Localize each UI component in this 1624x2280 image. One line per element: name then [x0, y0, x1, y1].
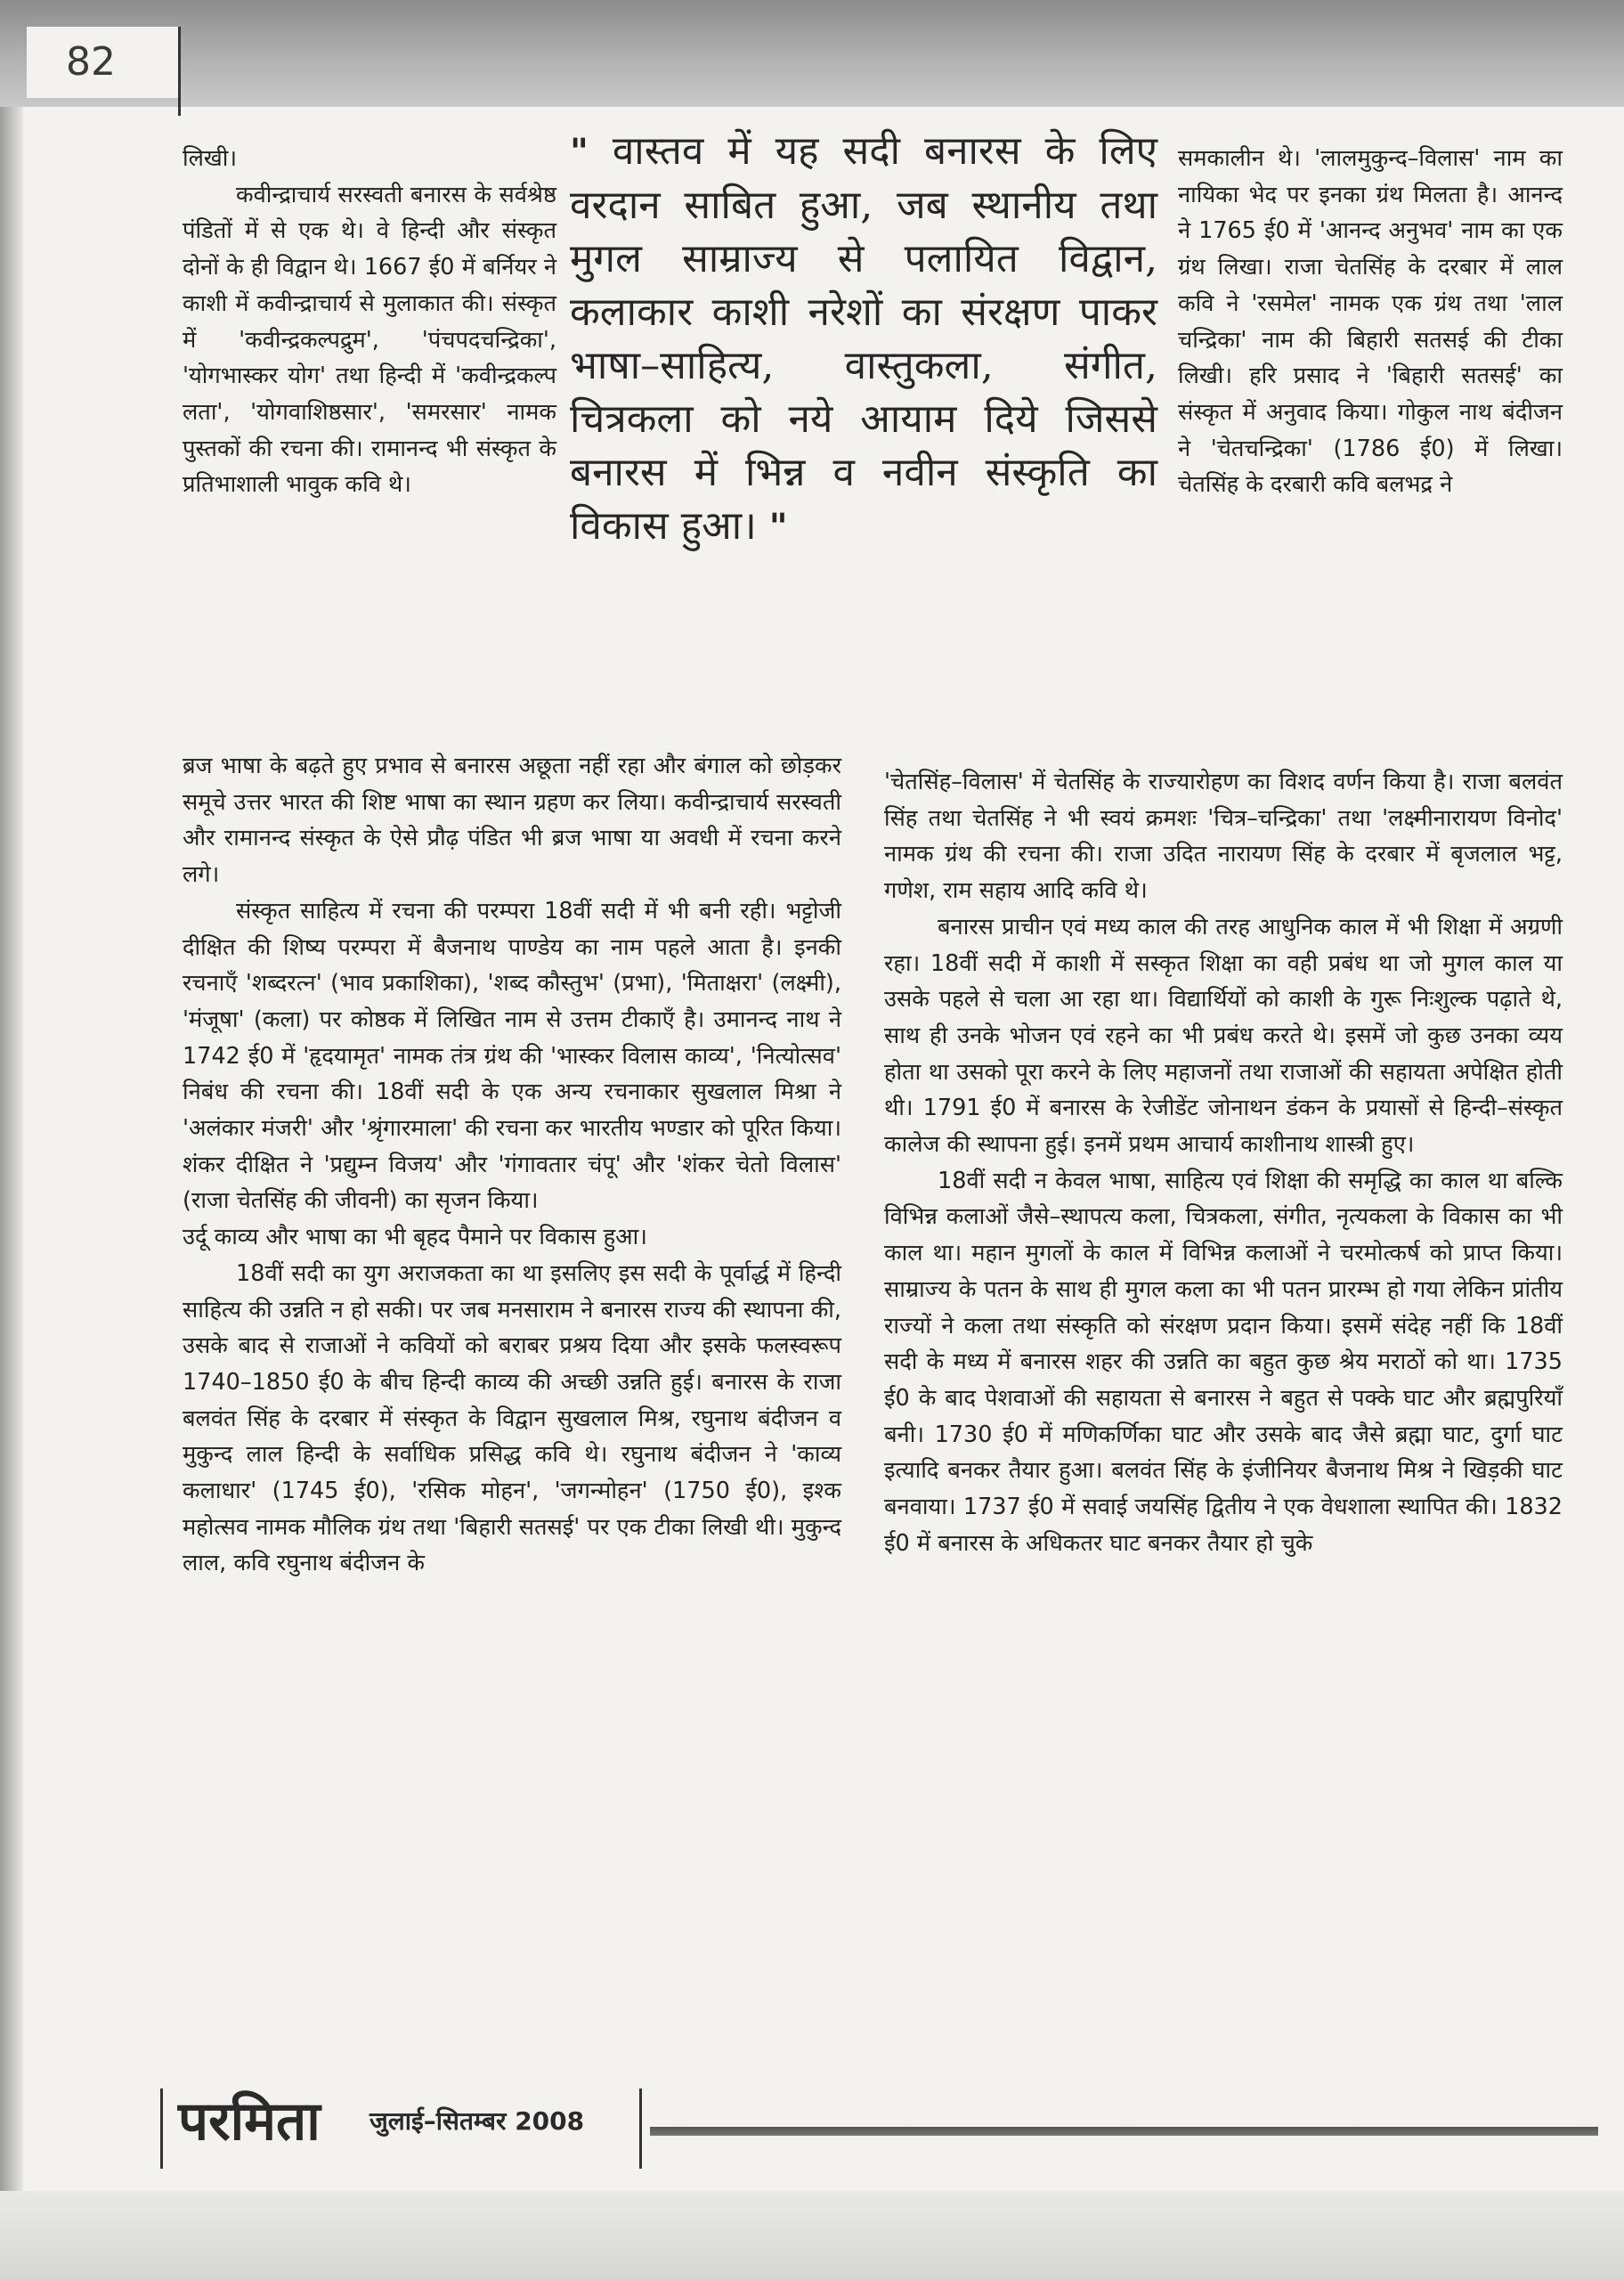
paragraph: समकालीन थे। 'लालमुकुन्द–विलास' नाम का नायिका भेद पर इनका ग्रंथ मिलता है। आनन्द ने 1765 ई0 में 'आनन्द अनुभव' नाम का एक ग्रंथ लिखा। राजा चेतसिंह के दरबार में लाल कवि ने 'रसमेल' नामक एक ग्रंथ तथा 'लाल चन्द्रिका' नाम की बिहारी सतसई की टीका लिखी। हरि प्रसाद ने 'बिहारी सतसई' का संस्कृत में अनुवाद किया। गोकुल नाथ बंदीजन ने 'चेतचन्द्रिका' (1786 ई0) में लिखा। चेतसिंह के दरबारी कवि बलभद्र ने — [1178, 145, 1563, 499]
paragraph: कवीन्द्राचार्य सरस्वती बनारस के सर्वश्रेष्ठ पंडितों में से एक थे। वे हिन्दी और संस्कृत दोनों के ही विद्वान थे। 1667 ई0 में बर्नियर ने काशी में कवीन्द्राचार्य से मुलाकात की। संस्कृत में 'कवीन्द्रकल्पद्रुम', 'पंचपदचन्द्रिका', 'योगभास्कर योग' तथा हिन्दी में 'कवीन्द्रकल्प लता', 'योगवाशिष्ठसार', 'समरसार' नामक पुस्तकों की रचना की। रामानन्द भी संस्कृत के प्रतिभाशाली भावुक कवि थे। — [183, 181, 556, 499]
page-number: 82 — [66, 39, 116, 85]
pull-quote — [570, 125, 1157, 554]
paragraph: ब्रज भाषा के बढ़ते हुए प्रभाव से बनारस अछूता नहीं रहा और बंगाल को छोड़कर समूचे उत्तर भारत की शिष्ट भाषा का स्थान ग्रहण कर लिया। कवीन्द्राचार्य सरस्वती और रामानन्द संस्कृत के ऐसे प्रौढ़ पंडित भी ब्रज भाषा या अवधी में रचना करने लगे। — [183, 753, 841, 889]
issue-date: जुलाई–सितम्बर 2008 — [369, 2106, 585, 2136]
right-column — [884, 764, 1563, 1561]
header-bar — [0, 0, 1624, 107]
header-divider — [178, 27, 181, 116]
paragraph: उर्दू काव्य और भाषा का भी बृहद पैमाने पर विकास हुआ। — [183, 1224, 647, 1251]
close-quote-mark: " — [768, 506, 788, 548]
left-column-narrow — [183, 141, 556, 503]
paragraph: 'चेतसिंह–विलास' में चेतसिंह के राज्यारोहण का विशद वर्णन किया है। राजा बलवंत सिंह तथा चेतसिंह ने भी स्वयं क्रमशः 'चित्र–चन्द्रिका' तथा 'लक्ष्मीनारायण विनोद' नामक ग्रंथ की रचना की। राजा उदित नारायण सिंह के दरबार में बृजलाल भट्ट, गणेश, राम सहाय आदि कवि थे। — [884, 769, 1563, 905]
footer-divider-left — [160, 2089, 163, 2169]
paragraph: बनारस प्राचीन एवं मध्य काल की तरह आधुनिक काल में भी शिक्षा में अग्रणी रहा। 18वीं सदी में काशी में सस्कृत शिक्षा का वही प्रबंध था जो मुगल काल या उसके पहले से चला आ रहा था। विद्यार्थियों को काशी के गुरू निःशुल्क पढ़ाते थे, साथ ही उनके भोजन एवं रहने का भी प्रबंध करते थे। इसमें जो कुछ उनका व्यय होता था उसको पूरा करने के लिए महाजनों तथा राजाओं की सहायता अपेक्षित होती थी। 1791 ई0 में बनारस के रेजीडेंट जोनाथन डंकन के प्रयासों से हिन्दी–संस्कृत कालेज की स्थापना हुई। इनमें प्रथम आचार्य काशीनाथ शास्त्री हुए। — [884, 913, 1563, 1159]
paragraph: 18वीं सदी का युग अराजकता का था इसलिए इस सदी के पूर्वार्द्ध में हिन्दी साहित्य की उन्नति न हो सकी। पर जब मनसाराम ने बनारस राज्य की स्थापना की, उसके बाद से राजाओं ने कवियों को बराबर प्रश्रय दिया और इसके फलस्वरूप 1740–1850 ई0 के बीच हिन्दी काव्य की अच्छी उन्नति हुई। बनारस के राजा बलवंत सिंह के दरबार में संस्कृत के विद्वान सुखलाल मिश्र, रघुनाथ बंदीजन व मुकुन्द लाल हिन्दी के सर्वाधिक प्रसिद्ध कवि थे। रघुनाथ बंदीजन ने 'काव्य कलाधार' (1745 ई0), 'रसिक मोहन', 'जगन्मोहन' (1750 ई0), इश्क महोत्सव नामक मौलिक ग्रंथ तथा 'बिहारी सतसई' पर एक टीका लिखी थी। मुकुन्द लाल, कवि रघुनाथ बंदीजन के — [183, 1259, 841, 1577]
paragraph: संस्कृत साहित्य में रचना की परम्परा 18वीं सदी में भी बनी रही। भट्टोजी दीक्षित की शिष्य परम्परा में बैजनाथ पाण्डेय का नाम पहले आता है। इनकी रचनाएँ 'शब्दरत्न' (भाव प्रकाशिका), 'शब्द कौस्तुभ' (प्रभा), 'मिताक्षरा' (लक्ष्मी), 'मंजूषा' (कला) पर कोष्ठक में लिखित नाम से उत्तम टीकाएँ है। उमानन्द नाथ ने 1742 ई0 में 'हृदयामृत' नामक तंत्र ग्रंथ की 'भास्कर विलास काव्य', 'नित्योत्सव' निबंध की रचना की। 18वीं सदी के एक अन्य रचनाकार सुखलाल मिश्रा ने 'अलंकार मंजरी' और 'श्रृंगारमाला' की रचना कर भारतीय भण्डार को पूरित किया। शंकर दीक्षित ने 'प्रद्युम्न विजय' और 'गंगावतार चंपू' और 'शंकर चेतो विलास' (राजा चेतसिंह की जीवनी) का सृजन किया। — [183, 897, 841, 1215]
bottom-margin — [0, 2191, 1624, 2280]
magazine-name: परमिता — [178, 2090, 321, 2153]
right-column-narrow — [1178, 141, 1563, 503]
paragraph: लिखी। — [183, 145, 238, 172]
left-column — [183, 748, 841, 1582]
paragraph: 18वीं सदी न केवल भाषा, साहित्य एवं शिक्षा की समृद्धि का काल था बल्कि विभिन्न कलाओं जैसे–स्थापत्य कला, चित्रकला, संगीत, नृत्यकला के विकास का भी काल था। महान मुगलों के काल में विभिन्न कलाओं ने चरमोत्कर्ष को प्राप्त किया। साम्राज्य के पतन के साथ ही मुगल कला का भी पतन प्रारम्भ हो गया लेकिन प्रांतीय राज्यों ने कला तथा संस्कृति को संरक्षण प्रदान किया। इसमें संदेह नहीं कि 18वीं सदी के मध्य में बनारस शहर की उन्नति का बहुत कुछ श्रेय मराठों को था। 1735 ई0 के बाद पेशवाओं की सहायता से बनारस ने बहुत से पक्के घाट और ब्रह्मपुरियाँ बनी। 1730 ई0 में मणिकर्णिका घाट और उसके बाद जैसे ब्रह्मा घाट, दुर्गा घाट इत्यादि बनकर तैयार हुआ। बलवंत सिंह के इंजीनियर बैजनाथ मिश्र ने खिड़की घाट बनवाया। 1737 ई0 में सवाई जयसिंह द्वितीय ने एक वेधशाला स्थापित की। 1832 ई0 में बनारस के अधिकतर घाट बनकर तैयार हो चुके — [884, 1167, 1563, 1557]
open-quote-mark: " — [570, 131, 589, 173]
footer-divider-right — [639, 2089, 642, 2169]
pull-quote-text: वास्तव में यह सदी बनारस के लिए वरदान साबित हुआ, जब स्थानीय तथा मुगल साम्राज्य से पलायित विद्वान, कलाकार काशी नरेशों का संरक्षण पाकर भाषा–साहित्य, वास्तुकला, संगीत, चित्रकला को नये आयाम दिये जिससे बनारस में भिन्न व नवीन संस्कृति का विकास हुआ। — [570, 128, 1157, 549]
scan-edge-shadow — [0, 0, 23, 2280]
